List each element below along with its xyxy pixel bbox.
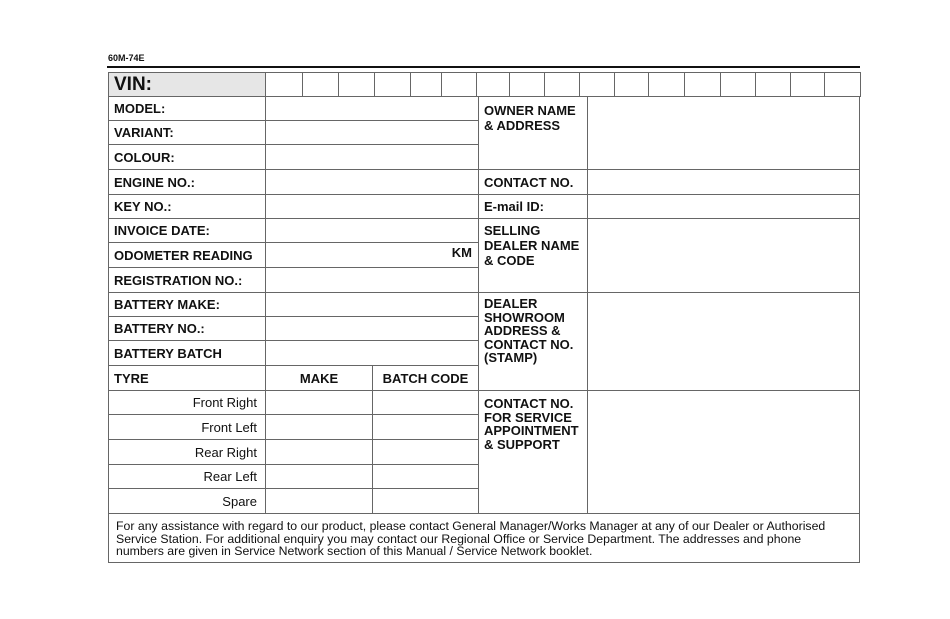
vin-char-box[interactable] xyxy=(302,72,339,97)
registration-label: REGISTRATION NO.: xyxy=(108,267,266,293)
tyre-label: TYRE xyxy=(108,365,266,391)
contact-field[interactable] xyxy=(587,169,860,195)
battery-no-label: BATTERY NO.: xyxy=(108,316,266,341)
footer-note: For any assistance with regard to our product, please contact General Manager/Works Manager at any of our Dealer or Authorised Service Station. For additional enquiry you may contact our Regional Office or Service Department. The addresses and phone numbers are given in Service Network section of this Manual / Service Network booklet. xyxy=(108,513,860,563)
battery-no-field[interactable] xyxy=(265,316,479,341)
odometer-unit: KM xyxy=(451,245,472,260)
tyre-make-field-rear-right[interactable] xyxy=(265,439,373,465)
key-label: KEY NO.: xyxy=(108,194,266,219)
odometer-label: ODOMETER READING xyxy=(108,242,266,268)
tyre-row-label-front-right: Front Right xyxy=(108,390,266,415)
tyre-batch-field-front-left[interactable] xyxy=(372,414,479,440)
tyre-row-label-front-left: Front Left xyxy=(108,414,266,440)
colour-label: COLOUR: xyxy=(108,144,266,170)
vin-char-box[interactable] xyxy=(441,72,477,97)
tyre-row-label-spare: Spare xyxy=(108,488,266,514)
vin-char-box[interactable] xyxy=(720,72,756,97)
selling-dealer-field[interactable] xyxy=(587,218,860,293)
vin-char-box[interactable] xyxy=(265,72,303,97)
vin-char-box[interactable] xyxy=(476,72,510,97)
tyre-row-label-rear-right: Rear Right xyxy=(108,439,266,465)
owner-label: OWNER NAME & ADDRESS xyxy=(478,96,588,170)
variant-field[interactable] xyxy=(265,120,479,145)
vin-char-box[interactable] xyxy=(648,72,685,97)
battery-make-label: BATTERY MAKE: xyxy=(108,292,266,317)
tyre-row-label-rear-left: Rear Left xyxy=(108,464,266,489)
service-contact-label: CONTACT NO. FOR SERVICE APPOINTMENT & SUPPORT xyxy=(478,390,588,514)
vin-char-box[interactable] xyxy=(509,72,545,97)
odometer-field[interactable] xyxy=(265,242,479,268)
tyre-batch-field-rear-left[interactable] xyxy=(372,464,479,489)
vin-label: VIN: xyxy=(108,72,266,97)
invoice-field[interactable] xyxy=(265,218,479,243)
tyre-make-header: MAKE xyxy=(265,365,373,391)
model-field[interactable] xyxy=(265,96,479,121)
vin-char-box[interactable] xyxy=(579,72,615,97)
document-code: 60M-74E xyxy=(108,53,145,63)
invoice-label: INVOICE DATE: xyxy=(108,218,266,243)
variant-label: VARIANT: xyxy=(108,120,266,145)
header-rule xyxy=(107,66,860,68)
vin-char-box[interactable] xyxy=(755,72,791,97)
service-contact-field[interactable] xyxy=(587,390,860,514)
vin-char-box[interactable] xyxy=(374,72,411,97)
tyre-make-field-spare[interactable] xyxy=(265,488,373,514)
vin-char-box[interactable] xyxy=(410,72,442,97)
tyre-batch-field-spare[interactable] xyxy=(372,488,479,514)
selling-dealer-label: SELLING DEALER NAME & CODE xyxy=(478,218,588,293)
tyre-batch-field-front-right[interactable] xyxy=(372,390,479,415)
vin-char-box[interactable] xyxy=(544,72,580,97)
tyre-make-field-rear-left[interactable] xyxy=(265,464,373,489)
vin-char-box[interactable] xyxy=(338,72,375,97)
owner-field[interactable] xyxy=(587,96,860,170)
battery-batch-label: BATTERY BATCH xyxy=(108,340,266,366)
battery-batch-field[interactable] xyxy=(265,340,479,366)
engine-field[interactable] xyxy=(265,169,479,195)
tyre-make-field-front-left[interactable] xyxy=(265,414,373,440)
showroom-label: DEALER SHOWROOM ADDRESS & CONTACT NO. (STAMP) xyxy=(478,292,588,391)
contact-label: CONTACT NO. xyxy=(478,169,588,195)
tyre-batch-field-rear-right[interactable] xyxy=(372,439,479,465)
tyre-batch-header: BATCH CODE xyxy=(372,365,479,391)
battery-make-field[interactable] xyxy=(265,292,479,317)
key-field[interactable] xyxy=(265,194,479,219)
engine-label: ENGINE NO.: xyxy=(108,169,266,195)
email-field[interactable] xyxy=(587,194,860,219)
registration-field[interactable] xyxy=(265,267,479,293)
vin-char-box[interactable] xyxy=(824,72,861,97)
colour-field[interactable] xyxy=(265,144,479,170)
vin-char-box[interactable] xyxy=(790,72,825,97)
vin-char-box[interactable] xyxy=(684,72,721,97)
showroom-field[interactable] xyxy=(587,292,860,391)
tyre-make-field-front-right[interactable] xyxy=(265,390,373,415)
model-label: MODEL: xyxy=(108,96,266,121)
email-label: E-mail ID: xyxy=(478,194,588,219)
vin-char-box[interactable] xyxy=(614,72,649,97)
